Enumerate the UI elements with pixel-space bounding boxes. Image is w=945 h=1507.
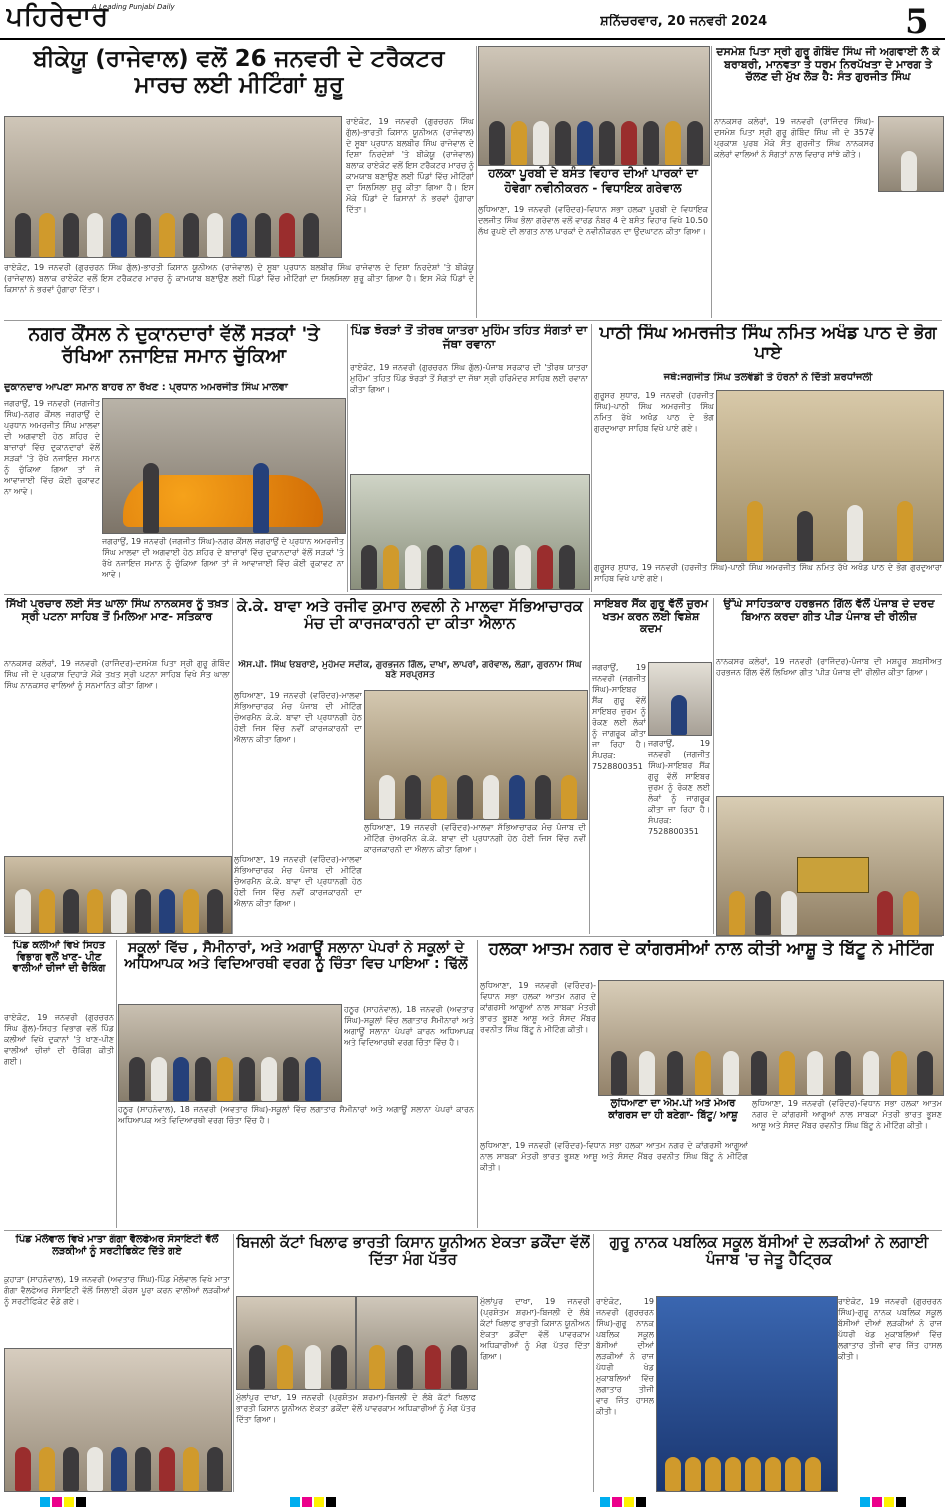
path-bhog-headline: ਪਾਠੀ ਸਿੰਘ ਅਮਰਜੀਤ ਸਿੰਘ ਨਮਿਤ ਅਖੰਡ ਪਾਠ ਦੇ ਭੋਗ ਪਾਏ [599, 324, 937, 363]
schools-headline: ਸਕੂਲਾਂ ਵਿੱਚ , ਸੈਮੀਨਾਰਾਂ, ਅਤੇ ਅਗਾਊਂ ਸਲਾਨਾ ਪੇਪਰਾਂ ਨੇ ਸਕੂਲਾਂ ਦੇ ਅਧਿਆਪਕ ਅਤੇ ਵਿਦਿਆਰਥੀ ਵਰਗ ਨੂੰ ਚਿੰਤਾ ਵਿਚ ਪਾਇਆ : ਢਿੱਲੋਂ [124, 940, 468, 973]
malwa-manch-photo [364, 690, 588, 820]
atam-nagar-body: ਲੁਧਿਆਣਾ, 19 ਜਨਵਰੀ (ਵਰਿੰਦਰ)-ਵਿਧਾਨ ਸਭਾ ਹਲਕਾ ਆਤਮ ਨਗਰ ਦੇ ਕਾਂਗਰਸੀ ਆਗੂਆਂ ਨਾਲ ਸਾਬਕਾ ਮੰਤਰੀ ਭਾਰਤ ਭੂਸ਼ਣ ਆਸ਼ੂ ਅਤੇ ਸੰਸਦ ਮੈਂਬਰ ਰਵਨੀਤ ਸਿੰਘ ਬਿੱਟੂ ਨੇ ਮੀਟਿੰਗ ਕੀਤੀ। [480, 981, 596, 1034]
bijli-headline: ਬਿਜਲੀ ਕੱਟਾਂ ਖਿਲਾਫ ਭਾਰਤੀ ਕਿਸਾਨ ਯੂਨੀਅਨ ਏਕਤਾ ਡਕੌਂਦਾ ਵੱਲੋਂ ਦਿੱਤਾ ਮੰਗ ਪੱਤਰ [236, 1234, 590, 1269]
basant-vihar-photo [478, 46, 710, 166]
kaliyan-checking-headline: ਪਿੰਡ ਕਲੀਆਂ ਵਿਖੇ ਸਿਹਤ ਵਿਭਾਗ ਵਲੋਂ ਖਾਣ- ਪੀਣ ਵਾਲੀਆਂ ਚੀਜਾਂ ਦੀ ਚੈਕਿੰਗ [12, 940, 106, 974]
tractor-body-2: ਰਾਏਕੋਟ, 19 ਜਨਵਰੀ (ਗੁਰਚਰਨ ਸਿੰਘ ਗੁੱਲ)-ਭਾਰਤੀ ਕਿਸਾਨ ਯੂਨੀਅਨ (ਰਾਜੇਵਾਲ) ਦੇ ਸੂਬਾ ਪ੍ਰਧਾਨ ਬਲਬੀਰ ਸਿੰਘ ਰਾਜੇਵਾਲ ਦੇ ਦਿਸ਼ਾ ਨਿਰਦੇਸ਼ਾਂ 'ਤੇ ਬੀਕੇਯੂ (ਰਾਜੇਵਾਲ) ਬਲਾਕ ਰਾਏਕੋਟ ਵਲੋਂ ਇਸ ਟਰੈਕਟਰ ਮਾਰਚ ਨੂੰ ਕਾਮਯਾਬ ਬਣਾਉਣ ਲਈ ਪਿੰਡਾਂ ਵਿੱਚ ਮੀਟਿੰਗਾਂ ਦਾ ਸਿਲਸਿਲਾ ਸ਼ੁਰੂ ਕੀਤਾ ਗਿਆ ਹੈ। ਇਸ ਮੌਕੇ ਪਿੰਡਾਂ ਦੇ ਕਿਸਾਨਾਂ ਨੇ ਭਰਵਾਂ ਹੁੰਗਾਰਾ ਦਿੱਤਾ। [4, 263, 474, 294]
atam-nagar-pullquote: ਲੁਧਿਆਣਾ ਦਾ ਐਮ.ਪੀ ਅਤੇ ਮੇਅਰ ਕਾਂਗਰਸ ਦਾ ਹੀ ਬਣੇਗਾ- ਬਿੱਟੂ/ ਆਸ਼ੂ [608, 1098, 738, 1121]
bawa-body-2: ਲੁਧਿਆਣਾ, 19 ਜਨਵਰੀ (ਵਰਿੰਦਰ)-ਮਾਲਵਾ ਸੱਭਿਆਚਾਰਕ ਮੰਚ ਪੰਜਾਬ ਦੀ ਮੀਟਿੰਗ ਚੇਅਰਮੈਨ ਕੇ.ਕੇ. ਬਾਵਾ ਦੀ ਪ੍ਰਧਾਨਗੀ ਹੇਠ ਹੋਈ ਜਿਸ ਵਿੱਚ ਨਵੀਂ ਕਾਰਜਕਾਰਨੀ ਦਾ ਐਲਾਨ ਕੀਤਾ ਗਿਆ। [364, 823, 586, 854]
bawa-headline: ਕੇ.ਕੇ. ਬਾਵਾ ਅਤੇ ਰਜੀਵ ਕੁਮਾਰ ਲਵਲੀ ਨੇ ਮਾਲਵਾ ਸੱਭਿਆਚਾਰਕ ਮੰਚ ਦੀ ਕਾਰਜਕਾਰਨੀ ਦਾ ਕੀਤਾ ਐਲਾਨ [237, 598, 583, 633]
yatra-jatha-photo [350, 474, 590, 590]
nanak-school-body-2: ਰਾਏਕੋਟ, 19 ਜਨਵਰੀ (ਗੁਰਚਰਨ ਸਿੰਘ)-ਗੁਰੂ ਨਾਨਕ ਪਬਲਿਕ ਸਕੂਲ ਬੱਸੀਆਂ ਦੀਆਂ ਲੜਕੀਆਂ ਨੇ ਰਾਜ ਪੱਧਰੀ ਖੇਡ ਮੁਕਾਬਲਿਆਂ ਵਿੱਚ ਲਗਾਤਾਰ ਤੀਜੀ ਵਾਰ ਜਿੱਤ ਹਾਸਲ ਕੀਤੀ। [838, 1297, 942, 1361]
moloval-headline: ਪਿੰਡ ਮੋਲੋਵਾਲ ਵਿਖੇ ਮਾਤਾ ਗੰਗਾ ਵੈਲਫੇਅਰ ਸੋਸਾਇਟੀ ਵੱਲੋਂ ਲੜਕੀਆਂ ਨੂੰ ਸਰਟੀਫਿਕੇਟ ਦਿੱਤੇ ਗਏ [15, 1234, 219, 1257]
path-bhog-photo [716, 390, 944, 562]
bijli-photo-1 [236, 1296, 356, 1390]
sant-gurjit-singh-portrait [878, 116, 944, 192]
gurbani-body: ਨਾਨਕਸਰ ਕਲੇਰਾਂ, 19 ਜਨਵਰੀ (ਰਾਜਿੰਦਰ ਸਿੰਘ)-ਦਸਮੇਸ਼ ਪਿਤਾ ਸ੍ਰੀ ਗੁਰੂ ਗੋਬਿੰਦ ਸਿੰਘ ਜੀ ਦੇ 357ਵੇਂ ਪ੍ਰਕਾਸ਼ ਪੁਰਬ ਮੌਕੇ ਸੰਤ ਗੁਰਜੀਤ ਸਿੰਘ ਨਾਨਕਸਰ ਕਲੇਰਾਂ ਵਾਲਿਆਂ ਨੇ ਸੰਗਤਾਂ ਨਾਲ ਵਿਚਾਰ ਸਾਂਝੇ ਕੀਤੇ। [714, 117, 874, 159]
cyber-body-2: ਜਗਰਾਉਂ, 19 ਜਨਵਰੀ (ਜਗਜੀਤ ਸਿੰਘ)-ਸਾਇਬਰ ਸੈਂਕ ਗੁਰੂ ਵੱਲੋਂ ਸਾਇਬਰ ਜ਼ੁਰਮ ਨੂੰ ਰੋਕਣ ਲਈ ਲੋਕਾਂ ਨੂੰ ਜਾਗਰੂਕ ਕੀਤਾ ਜਾ ਰਿਹਾ ਹੈ। ਸੰਪਰਕ: 7528800351 [648, 739, 710, 836]
harbhajan-gill-headline: ਉੱਘੇ ਸਾਹਿਤਕਾਰ ਹਰਭਜਨ ਗਿੱਲ ਵੱਲੋਂ ਪੰਜਾਬ ਦੇ ਦਰਦ ਬਿਆਨ ਕਰਦਾ ਗੀਤ ਪੀੜ ਪੰਜਾਬ ਦੀ ਰੀਲੀਜ਼ [723, 598, 935, 623]
atam-nagar-headline: ਹਲਕਾ ਆਤਮ ਨਗਰ ਦੇ ਕਾਂਗਰਸੀਆਂ ਨਾਲ ਕੀਤੀ ਆਸ਼ੂ ਤੇ ਬਿੱਟੂ ਨੇ ਮੀਟਿੰਗ [488, 940, 934, 959]
bawa-body: ਲੁਧਿਆਣਾ, 19 ਜਨਵਰੀ (ਵਰਿੰਦਰ)-ਮਾਲਵਾ ਸੱਭਿਆਚਾਰਕ ਮੰਚ ਪੰਜਾਬ ਦੀ ਮੀਟਿੰਗ ਚੇਅਰਮੈਨ ਕੇ.ਕੇ. ਬਾਵਾ ਦੀ ਪ੍ਰਧਾਨਗੀ ਹੇਠ ਹੋਈ ਜਿਸ ਵਿੱਚ ਨਵੀਂ ਕਾਰਜਕਾਰਨੀ ਦਾ ਐਲਾਨ ਕੀਤਾ ਗਿਆ। [234, 691, 362, 744]
gurbani-headline: ਦਸਮੇਸ਼ ਪਿਤਾ ਸ੍ਰੀ ਗੁਰੂ ਗੋਬਿੰਦ ਸਿੰਘ ਜੀ ਅਗਵਾਈ ਲੈ ਕੇ ਬਰਾਬਰੀ, ਮਾਨਵਤਾ ਤੇ ਧਰਮ ਨਿਰਪੱਖਤਾ ਦੇ ਮਾਰਗ ਤੇ ਚੱਲਣ ਦੀ ਮੁੱਖ ਲੋੜ ਹੈ: ਸੰਤ ਗੁਰਜੀਤ ਸਿੰਘ [716, 46, 940, 84]
song-release-photo [716, 796, 944, 936]
council-body-2: ਜਗਰਾਉਂ, 19 ਜਨਵਰੀ (ਜਗਜੀਤ ਸਿੰਘ)-ਨਗਰ ਕੌਂਸਲ ਜਗਰਾਉਂ ਦੇ ਪ੍ਰਧਾਨ ਅਮਰਜੀਤ ਸਿੰਘ ਮਾਲਵਾ ਦੀ ਅਗਵਾਈ ਹੇਠ ਸ਼ਹਿਰ ਦੇ ਬਾਜ਼ਾਰਾਂ ਵਿੱਚ ਦੁਕਾਨਦਾਰਾਂ ਵੱਲੋਂ ਸੜਕਾਂ 'ਤੇ ਰੱਖੇ ਨਜਾਇਜ਼ ਸਮਾਨ ਨੂੰ ਚੁੱਕਿਆ ਗਿਆ ਤਾਂ ਜੋ ਆਵਾਜਾਈ ਵਿੱਚ ਕੋਈ ਰੁਕਾਵਟ ਨਾ ਆਵੇ। [102, 537, 344, 579]
atam-nagar-body-3: ਲੁਧਿਆਣਾ, 19 ਜਨਵਰੀ (ਵਰਿੰਦਰ)-ਵਿਧਾਨ ਸਭਾ ਹਲਕਾ ਆਤਮ ਨਗਰ ਦੇ ਕਾਂਗਰਸੀ ਆਗੂਆਂ ਨਾਲ ਸਾਬਕਾ ਮੰਤਰੀ ਭਾਰਤ ਭੂਸ਼ਣ ਆਸ਼ੂ ਅਤੇ ਸੰਸਦ ਮੈਂਬਰ ਰਵਨੀਤ ਸਿੰਘ ਬਿੱਟੂ ਨੇ ਮੀਟਿੰਗ ਕੀਤੀ। [480, 1141, 748, 1172]
patna-sahib-photo [4, 856, 232, 934]
harbhajan-gill-body: ਨਾਨਕਸਰ ਕਲੇਰਾਂ, 19 ਜਨਵਰੀ (ਰਾਜਿੰਦਰ)-ਪੰਜਾਬ ਦੀ ਮਸ਼ਹੂਰ ਸ਼ਖ਼ਸੀਅਤ ਹਰਭਜਨ ਗਿੱਲ ਵੱਲੋਂ ਲਿਖਿਆ ਗੀਤ 'ਪੀੜ ਪੰਜਾਬ ਦੀ' ਰੀਲੀਜ਼ ਕੀਤਾ ਗਿਆ। [716, 657, 942, 677]
path-bhog-body: ਗੁਰੂਸਰ ਸੁਧਾਰ, 19 ਜਨਵਰੀ (ਹਰਜੀਤ ਸਿੰਘ)-ਪਾਠੀ ਸਿੰਘ ਅਮਰਜੀਤ ਸਿੰਘ ਨਮਿਤ ਰੱਖੇ ਅਖੰਡ ਪਾਠ ਦੇ ਭੋਗ ਗੁਰਦੁਆਰਾ ਸਾਹਿਬ ਵਿਖੇ ਪਾਏ ਗਏ। [594, 391, 714, 433]
masthead [0, 0, 945, 40]
moloval-body: ਕੁਹਾੜਾ (ਸਾਹਨੇਵਾਲ), 19 ਜਨਵਰੀ (ਅਵਤਾਰ ਸਿੰਘ)-ਪਿੰਡ ਮੋਲੋਵਾਲ ਵਿਖੇ ਮਾਤਾ ਗੰਗਾ ਵੈਲਫੇਅਰ ਸੋਸਾਇਟੀ ਵੱਲੋਂ ਸਿਲਾਈ ਕੋਰਸ ਪੂਰਾ ਕਰਨ ਵਾਲੀਆਂ ਲੜਕੀਆਂ ਨੂੰ ਸਰਟੀਫਿਕੇਟ ਵੰਡੇ ਗਏ। [4, 1275, 230, 1306]
yatra-headline: ਪਿੰਡ ਝੋਰੜਾਂ ਤੋਂ ਤੀਰਥ ਯਾਤਰਾ ਮੁਹਿੰਮ ਤਹਿਤ ਸੰਗਤਾਂ ਦਾ ਜੱਥਾ ਰਵਾਨਾ [350, 324, 588, 351]
council-headline: ਨਗਰ ਕੌਂਸਲ ਨੇ ਦੁਕਾਨਦਾਰਾਂ ਵੱਲੋਂ ਸੜਕਾਂ 'ਤੇ ਰੱਖਿਆ ਨਜਾਇਜ਼ ਸਮਾਨ ਚੁੱਕਿਆ [28, 324, 320, 367]
tractor-meeting-photo [4, 116, 342, 258]
sikhi-prachar-headline: ਸਿੱਖੀ ਪ੍ਰਚਾਰ ਲਈ ਸੰਤ ਘਾਲਾ ਸਿੰਘ ਨਾਨਕਸਰ ਨੂੰ ਤਖ਼ਤ ਸ੍ਰੀ ਪਟਨਾ ਸਾਹਿਬ ਤੋਂ ਮਿਲਿਆ ਮਾਣ- ਸਤਿਕਾਰ [5, 598, 229, 623]
tractor-body-1: ਰਾਏਕੋਟ, 19 ਜਨਵਰੀ (ਗੁਰਚਰਨ ਸਿੰਘ ਗੁੱਲ)-ਭਾਰਤੀ ਕਿਸਾਨ ਯੂਨੀਅਨ (ਰਾਜੇਵਾਲ) ਦੇ ਸੂਬਾ ਪ੍ਰਧਾਨ ਬਲਬੀਰ ਸਿੰਘ ਰਾਜੇਵਾਲ ਦੇ ਦਿਸ਼ਾ ਨਿਰਦੇਸ਼ਾਂ 'ਤੇ ਬੀਕੇਯੂ (ਰਾਜੇਵਾਲ) ਬਲਾਕ ਰਾਏਕੋਟ ਵਲੋਂ ਇਸ ਟਰੈਕਟਰ ਮਾਰਚ ਨੂੰ ਕਾਮਯਾਬ ਬਣਾਉਣ ਲਈ ਪਿੰਡਾਂ ਵਿੱਚ ਮੀਟਿੰਗਾਂ ਦਾ ਸਿਲਸਿਲਾ ਸ਼ੁਰੂ ਕੀਤਾ ਗਿਆ ਹੈ। ਇਸ ਮੌਕੇ ਪਿੰਡਾਂ ਦੇ ਕਿਸਾਨਾਂ ਨੇ ਭਰਵਾਂ ਹੁੰਗਾਰਾ ਦਿੱਤਾ। [346, 117, 474, 214]
sikhi-prachar-body: ਨਾਨਕਸਰ ਕਲੇਰਾਂ, 19 ਜਨਵਰੀ (ਰਾਜਿੰਦਰ)-ਦਸਮੇਸ਼ ਪਿਤਾ ਸ੍ਰੀ ਗੁਰੂ ਗੋਬਿੰਦ ਸਿੰਘ ਜੀ ਦੇ ਪ੍ਰਕਾਸ਼ ਦਿਹਾੜੇ ਮੌਕੇ ਤਖ਼ਤ ਸ੍ਰੀ ਪਟਨਾ ਸਾਹਿਬ ਵਿਖੇ ਸੰਤ ਘਾਲਾ ਸਿੰਘ ਨਾਨਕਸਰ ਵਾਲਿਆਂ ਨੂੰ ਸਨਮਾਨਿਤ ਕੀਤਾ ਗਿਆ। [4, 659, 230, 690]
newspaper-logo: ਪਹਿਰੇਦਾਰ [6, 2, 109, 32]
girls-team-photo [656, 1296, 838, 1492]
bijli-body: ਮੁੱਲਾਂਪੁਰ ਦਾਖਾ, 19 ਜਨਵਰੀ (ਪ੍ਰਸ਼ੋਤਮ ਸ਼ਰਮਾ)-ਬਿਜਲੀ ਦੇ ਲੰਬੇ ਕੱਟਾਂ ਖਿਲਾਫ ਭਾਰਤੀ ਕਿਸਾਨ ਯੂਨੀਅਨ ਏਕਤਾ ਡਕੌਂਦਾ ਵੱਲੋਂ ਪਾਵਰਕਾਮ ਅਧਿਕਾਰੀਆਂ ਨੂੰ ਮੰਗ ਪੱਤਰ ਦਿੱਤਾ ਗਿਆ। [480, 1297, 590, 1361]
bijli-photo-2 [356, 1296, 478, 1390]
bijli-body-2: ਮੁੱਲਾਂਪੁਰ ਦਾਖਾ, 19 ਜਨਵਰੀ (ਪ੍ਰਸ਼ੋਤਮ ਸ਼ਰਮਾ)-ਬਿਜਲੀ ਦੇ ਲੰਬੇ ਕੱਟਾਂ ਖਿਲਾਫ ਭਾਰਤੀ ਕਿਸਾਨ ਯੂਨੀਅਨ ਏਕਤਾ ਡਕੌਂਦਾ ਵੱਲੋਂ ਪਾਵਰਕਾਮ ਅਧਿਕਾਰੀਆਂ ਨੂੰ ਮੰਗ ਪੱਤਰ ਦਿੱਤਾ ਗਿਆ। [236, 1393, 476, 1424]
cyber-guru-portrait [648, 662, 712, 736]
congress-meeting-photo [598, 980, 944, 1096]
atam-nagar-body-2: ਲੁਧਿਆਣਾ, 19 ਜਨਵਰੀ (ਵਰਿੰਦਰ)-ਵਿਧਾਨ ਸਭਾ ਹਲਕਾ ਆਤਮ ਨਗਰ ਦੇ ਕਾਂਗਰਸੀ ਆਗੂਆਂ ਨਾਲ ਸਾਬਕਾ ਮੰਤਰੀ ਭਾਰਤ ਭੂਸ਼ਣ ਆਸ਼ੂ ਅਤੇ ਸੰਸਦ ਮੈਂਬਰ ਰਵਨੀਤ ਸਿੰਘ ਬਿੱਟੂ ਨੇ ਮੀਟਿੰਗ ਕੀਤੀ। [752, 1099, 942, 1130]
council-body: ਜਗਰਾਉਂ, 19 ਜਨਵਰੀ (ਜਗਜੀਤ ਸਿੰਘ)-ਨਗਰ ਕੌਂਸਲ ਜਗਰਾਉਂ ਦੇ ਪ੍ਰਧਾਨ ਅਮਰਜੀਤ ਸਿੰਘ ਮਾਲਵਾ ਦੀ ਅਗਵਾਈ ਹੇਠ ਸ਼ਹਿਰ ਦੇ ਬਾਜ਼ਾਰਾਂ ਵਿੱਚ ਦੁਕਾਨਦਾਰਾਂ ਵੱਲੋਂ ਸੜਕਾਂ 'ਤੇ ਰੱਖੇ ਨਜਾਇਜ਼ ਸਮਾਨ ਨੂੰ ਚੁੱਕਿਆ ਗਿਆ ਤਾਂ ਜੋ ਆਵਾਜਾਈ ਵਿੱਚ ਕੋਈ ਰੁਕਾਵਟ ਨਾ ਆਵੇ। [4, 399, 100, 496]
basant-vihar-body: ਲੁਧਿਆਣਾ, 19 ਜਨਵਰੀ (ਵਰਿੰਦਰ)-ਵਿਧਾਨ ਸਭਾ ਹਲਕਾ ਪੂਰਬੀ ਦੇ ਵਿਧਾਇਕ ਦਲਜੀਤ ਸਿੰਘ ਭੋਲਾ ਗਰੇਵਾਲ ਵਲੋਂ ਵਾਰਡ ਨੰਬਰ 4 ਦੇ ਬਸੰਤ ਵਿਹਾਰ ਵਿਖੇ 10.50 ਲੱਖ ਰੁਪਏ ਦੀ ਲਾਗਤ ਨਾਲ ਪਾਰਕਾਂ ਦੇ ਨਵੀਨੀਕਰਨ ਦਾ ਉਦਘਾਟਨ ਕੀਤਾ ਗਿਆ। [478, 205, 708, 236]
basant-vihar-caption: ਹਲਕਾ ਪੂਰਬੀ ਦੇ ਬਸੰਤ ਵਿਹਾਰ ਦੀਆਂ ਪਾਰਕਾਂ ਦਾ ਹੋਵੇਗਾ ਨਵੀਨੀਕਰਨ - ਵਿਧਾਇਕ ਗਰੇਵਾਲ [488, 166, 698, 195]
page-number: 5 [905, 2, 929, 40]
path-bhog-body-2: ਗੁਰੂਸਰ ਸੁਧਾਰ, 19 ਜਨਵਰੀ (ਹਰਜੀਤ ਸਿੰਘ)-ਪਾਠੀ ਸਿੰਘ ਅਮਰਜੀਤ ਸਿੰਘ ਨਮਿਤ ਰੱਖੇ ਅਖੰਡ ਪਾਠ ਦੇ ਭੋਗ ਗੁਰਦੁਆਰਾ ਸਾਹਿਬ ਵਿਖੇ ਪਾਏ ਗਏ। [594, 563, 942, 583]
council-subhead: ਦੁਕਾਨਦਾਰ ਆਪਣਾ ਸਮਾਨ ਬਾਹਰ ਨਾ ਰੱਖਣ : ਪ੍ਰਧਾਨ ਅਮਰਜੀਤ ਸਿੰਘ ਮਾਲਵਾ [4, 382, 288, 393]
schools-body: ਹਠੂਰ (ਸਾਹਨੇਵਾਲ), 18 ਜਨਵਰੀ (ਅਵਤਾਰ ਸਿੰਘ)-ਸਕੂਲਾਂ ਵਿੱਚ ਲਗਾਤਾਰ ਸੈਮੀਨਾਰਾਂ ਅਤੇ ਅਗਾਊਂ ਸਲਾਨਾ ਪੇਪਰਾਂ ਕਾਰਨ ਅਧਿਆਪਕ ਅਤੇ ਵਿਦਿਆਰਥੀ ਵਰਗ ਚਿੰਤਾ ਵਿੱਚ ਹੈ। [344, 1005, 474, 1047]
path-bhog-subhead: ਜਥੇ:ਜਗਜੀਤ ਸਿੰਘ ਤਲਵੰਡੀ ਤੇ ਹੋਰਨਾਂ ਨੇ ਦਿੱਤੀ ਸ਼ਰਧਾਂਜਲੀ [663, 372, 873, 383]
cyber-body: ਜਗਰਾਉਂ, 19 ਜਨਵਰੀ (ਜਗਜੀਤ ਸਿੰਘ)-ਸਾਇਬਰ ਸੈਂਕ ਗੁਰੂ ਵੱਲੋਂ ਸਾਇਬਰ ਜ਼ੁਰਮ ਨੂੰ ਰੋਕਣ ਲਈ ਲੋਕਾਂ ਨੂੰ ਜਾਗਰੂਕ ਕੀਤਾ ਜਾ ਰਿਹਾ ਹੈ। ਸੰਪਰਕ: 7528800351 [592, 663, 646, 771]
tractor-headline: ਬੀਕੇਯੂ (ਰਾਜੇਵਾਲ) ਵਲੋਂ 26 ਜਨਵਰੀ ਦੇ ਟਰੈਕਟਰ ਮਾਰਚ ਲਈ ਮੀਟਿੰਗਾਂ ਸ਼ੁਰੂ [33, 46, 445, 99]
nanak-school-headline: ਗੁਰੂ ਨਾਨਕ ਪਬਲਿਕ ਸਕੂਲ ਬੱਸੀਆਂ ਦੇ ਲੜਕੀਆਂ ਨੇ ਲਗਾਈ ਪੰਜਾਬ 'ਚ ਜੇਤੂ ਹੈਟ੍ਰਿਕ [609, 1234, 929, 1269]
yatra-body: ਰਾਏਕੋਟ, 19 ਜਨਵਰੀ (ਗੁਰਚਰਨ ਸਿੰਘ ਗੁੱਲ)-ਪੰਜਾਬ ਸਰਕਾਰ ਦੀ 'ਤੀਰਥ ਯਾਤਰਾ ਮੁਹਿੰਮ' ਤਹਿਤ ਪਿੰਡ ਝੋਰੜਾਂ ਤੋਂ ਸੰਗਤਾਂ ਦਾ ਜੱਥਾ ਸ੍ਰੀ ਹਰਿਮੰਦਰ ਸਾਹਿਬ ਲਈ ਰਵਾਨਾ ਕੀਤਾ ਗਿਆ। [350, 363, 588, 394]
oranges-stall-photo [102, 398, 346, 534]
kaliyan-checking-body: ਰਾਏਕੋਟ, 19 ਜਨਵਰੀ (ਗੁਰਚਰਨ ਸਿੰਘ ਗੁੱਲ)-ਸਿਹਤ ਵਿਭਾਗ ਵਲੋਂ ਪਿੰਡ ਕਲੀਆਂ ਵਿਖੇ ਦੁਕਾਨਾਂ 'ਤੇ ਖਾਣ-ਪੀਣ ਵਾਲੀਆਂ ਚੀਜ਼ਾਂ ਦੀ ਚੈਕਿੰਗ ਕੀਤੀ ਗਈ। [4, 1013, 114, 1066]
bawa-subhead: ਐਸ.ਪੀ. ਸਿੰਘ ਓਬਰਾਏ, ਮੁਹੰਮਦ ਸਦੀਕ, ਗੁਰਭਜਨ ਗਿੱਲ, ਦਾਖਾ, ਲਾਪਰਾਂ, ਗਰੇਵਾਲ, ਲੰਗ਼ਾ, ਗੁਰਨਾਮ ਸਿੰਘ ਬਣੇ ਸਰਪ੍ਰਸਤ [238, 660, 582, 680]
newspaper-tagline: A Leading Punjabi Daily [92, 3, 175, 11]
bawa-body-3: ਲੁਧਿਆਣਾ, 19 ਜਨਵਰੀ (ਵਰਿੰਦਰ)-ਮਾਲਵਾ ਸੱਭਿਆਚਾਰਕ ਮੰਚ ਪੰਜਾਬ ਦੀ ਮੀਟਿੰਗ ਚੇਅਰਮੈਨ ਕੇ.ਕੇ. ਬਾਵਾ ਦੀ ਪ੍ਰਧਾਨਗੀ ਹੇਠ ਹੋਈ ਜਿਸ ਵਿੱਚ ਨਵੀਂ ਕਾਰਜਕਾਰਨੀ ਦਾ ਐਲਾਨ ਕੀਤਾ ਗਿਆ। [234, 855, 362, 908]
schools-body-2: ਹਠੂਰ (ਸਾਹਨੇਵਾਲ), 18 ਜਨਵਰੀ (ਅਵਤਾਰ ਸਿੰਘ)-ਸਕੂਲਾਂ ਵਿੱਚ ਲਗਾਤਾਰ ਸੈਮੀਨਾਰਾਂ ਅਤੇ ਅਗਾਊਂ ਸਲਾਨਾ ਪੇਪਰਾਂ ਕਾਰਨ ਅਧਿਆਪਕ ਅਤੇ ਵਿਦਿਆਰਥੀ ਵਰਗ ਚਿੰਤਾ ਵਿੱਚ ਹੈ। [118, 1105, 474, 1125]
issue-date: ਸ਼ਨਿੱਚਰਵਾਰ, 20 ਜਨਵਰੀ 2024 [600, 14, 768, 29]
moloval-certificates-photo [4, 1348, 232, 1492]
cmyk-registration-strip [0, 1497, 945, 1507]
nanak-school-body: ਰਾਏਕੋਟ, 19 ਜਨਵਰੀ (ਗੁਰਚਰਨ ਸਿੰਘ)-ਗੁਰੂ ਨਾਨਕ ਪਬਲਿਕ ਸਕੂਲ ਬੱਸੀਆਂ ਦੀਆਂ ਲੜਕੀਆਂ ਨੇ ਰਾਜ ਪੱਧਰੀ ਖੇਡ ਮੁਕਾਬਲਿਆਂ ਵਿੱਚ ਲਗਾਤਾਰ ਤੀਜੀ ਵਾਰ ਜਿੱਤ ਹਾਸਲ ਕੀਤੀ। [596, 1297, 654, 1416]
school-staff-photo [118, 1004, 342, 1102]
cyber-headline: ਸਾਇਬਰ ਸੈਂਕ ਗੁਰੂ ਵੱਲੋਂ ਜ਼ੁਰਮ ਖਤਮ ਕਰਨ ਲਈ ਵਿਸ਼ੇਸ਼ ਕਦਮ [594, 598, 708, 636]
